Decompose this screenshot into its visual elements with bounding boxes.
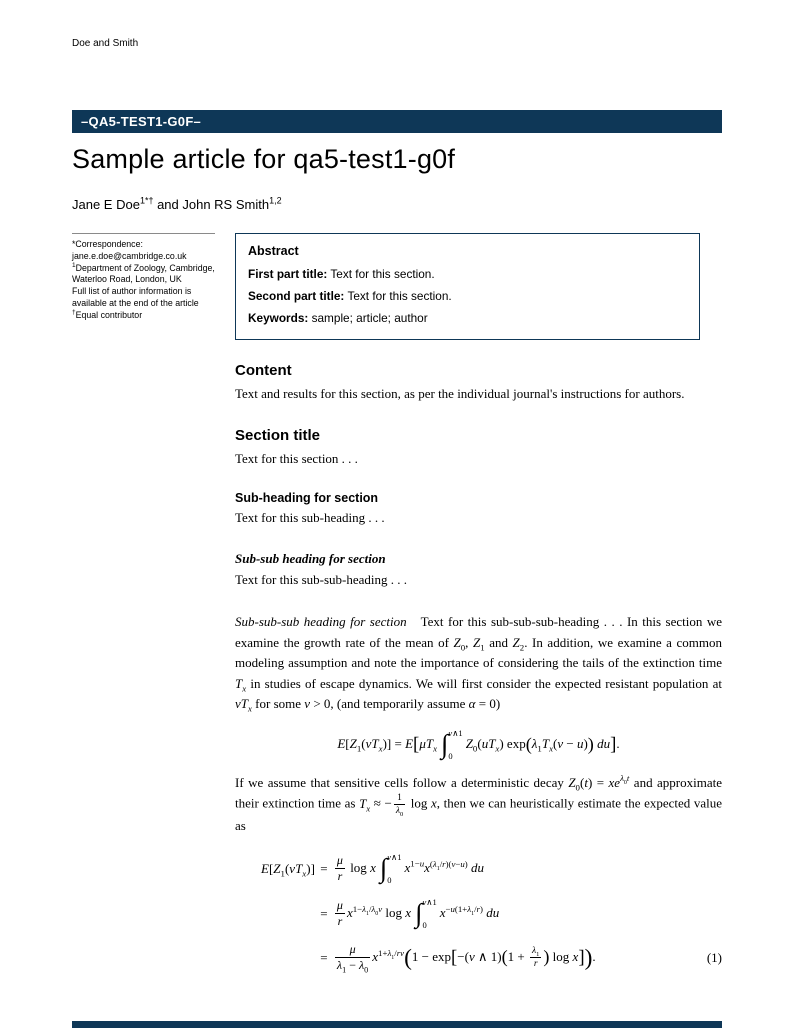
page-title: Sample article for qa5-test1-g0f — [72, 144, 456, 174]
correspondence-label: *Correspondence: — [72, 239, 143, 249]
section-paragraph: Text for this section . . . — [235, 450, 358, 466]
banner-label: –QA5-TEST1-G0F– — [81, 114, 202, 129]
abstract-box — [235, 233, 700, 340]
equation-rhs: $\frac{\mu}{\lambda_1 - \lambda_0}$ $x^{1+\lambda_1/rv}(1 - \exp[-(v$ ∧ 1)(1 + $\frac{\lambda_1}{r}$ ) log x]). — [336, 941, 596, 975]
abstract-keywords — [248, 311, 687, 327]
subsub-heading: Sub-sub heading for section — [235, 550, 386, 566]
equation-number: (1) — [706, 949, 722, 965]
abstract-second-part-label: Second part title: — [248, 288, 345, 303]
abstract-first-part-label: First part title: — [248, 267, 328, 281]
footer-bar — [72, 1021, 722, 1028]
article-type-banner — [72, 110, 722, 133]
availability-note: Full list of author information is available at the end of the article — [72, 286, 199, 308]
abstract-first-part — [248, 267, 687, 283]
equation-lhs: $E[Z_1(vT_x)]$ — [261, 860, 315, 879]
aligned-equation-group — [235, 853, 722, 973]
author-notes-sidebar — [72, 233, 215, 321]
affiliation-note: $^1$Department of Zoology, Cambridge, Waterloo Road, London, UK — [72, 261, 215, 285]
article-body — [235, 362, 722, 973]
running-head: Doe and Smith — [72, 38, 139, 49]
abstract-second-part-text: Text for this section. — [347, 288, 452, 303]
equals-sign: = — [320, 905, 328, 921]
equation-rhs: $\frac{\mu}{r}$ log x ∫ v∧1 0 $x^{1-u}x^{(\lambda_1/r)(v-u)}$ du — [336, 851, 484, 885]
abstract-heading: Abstract — [248, 244, 299, 258]
subsubsub-text: Text for this sub-sub-sub-heading . . . In this section we examine the growth rate of the mean of $Z_0$, $Z_1$ and $Z_2$. In addition, we examine a common modeling assumption and note the importance of considering the tails of the extinction time $T_x$ in studies of escape dynamics. We will first consider the expected resistant population at $vT_x$ for some v > 0, (and temporarily assume α = 0) — [235, 614, 723, 714]
abstract-keywords-label: Keywords: — [248, 310, 309, 325]
equation-rhs: $\frac{\mu}{r}$ $x^{1-\lambda_1/\lambda_0v}$ log x ∫ v∧1 0 $x^{-u(1+\lambda_1/r)}$ du — [336, 896, 500, 930]
equal-contributor-note: †Equal contributor — [72, 308, 143, 320]
abstract-keywords-text: sample; article; author — [311, 310, 428, 325]
subsubsub-paragraph — [235, 612, 722, 715]
authors-line: Jane E Doe$^{1*\dagger}$ and John RS Smith$^{1,2}$ — [72, 195, 282, 212]
equals-sign: = — [320, 949, 328, 965]
content-paragraph: Text and results for this section, as per the individual journal's instructions for authors. — [235, 386, 685, 401]
equals-sign: = — [320, 860, 328, 876]
sub-paragraph: Text for this sub-heading . . . — [235, 510, 385, 526]
display-equation: $E[Z_1(vT_x)] = E[\mu T_x$ ∫ v∧1 0 $Z_0(uT_x) \exp(\lambda_1T_x(v - u))$ du]. — [337, 727, 620, 761]
abstract-first-part-text: Text for this section. — [330, 267, 435, 281]
section-title-heading: Section title — [235, 426, 321, 444]
after-equation-paragraph: If we assume that sensitive cells follow a deterministic decay $Z_0(t) = xe^{\lambda_0t}$ and approximate their extinction time as $T_x$ ≈ − $\frac{1}{\lambda_0}$ log x, then we can heuristically estimate the expected value as — [235, 773, 722, 834]
sub-heading: Sub-heading for section — [235, 491, 379, 506]
abstract-second-part — [248, 289, 687, 305]
content-heading: Content — [235, 362, 292, 379]
correspondence-email-link[interactable]: jane.e.doe@cambridge.co.uk — [72, 250, 187, 261]
subsubsub-heading: Sub-sub-sub heading for section — [235, 614, 407, 630]
subsub-paragraph: Text for this sub-sub-heading . . . — [235, 571, 408, 587]
